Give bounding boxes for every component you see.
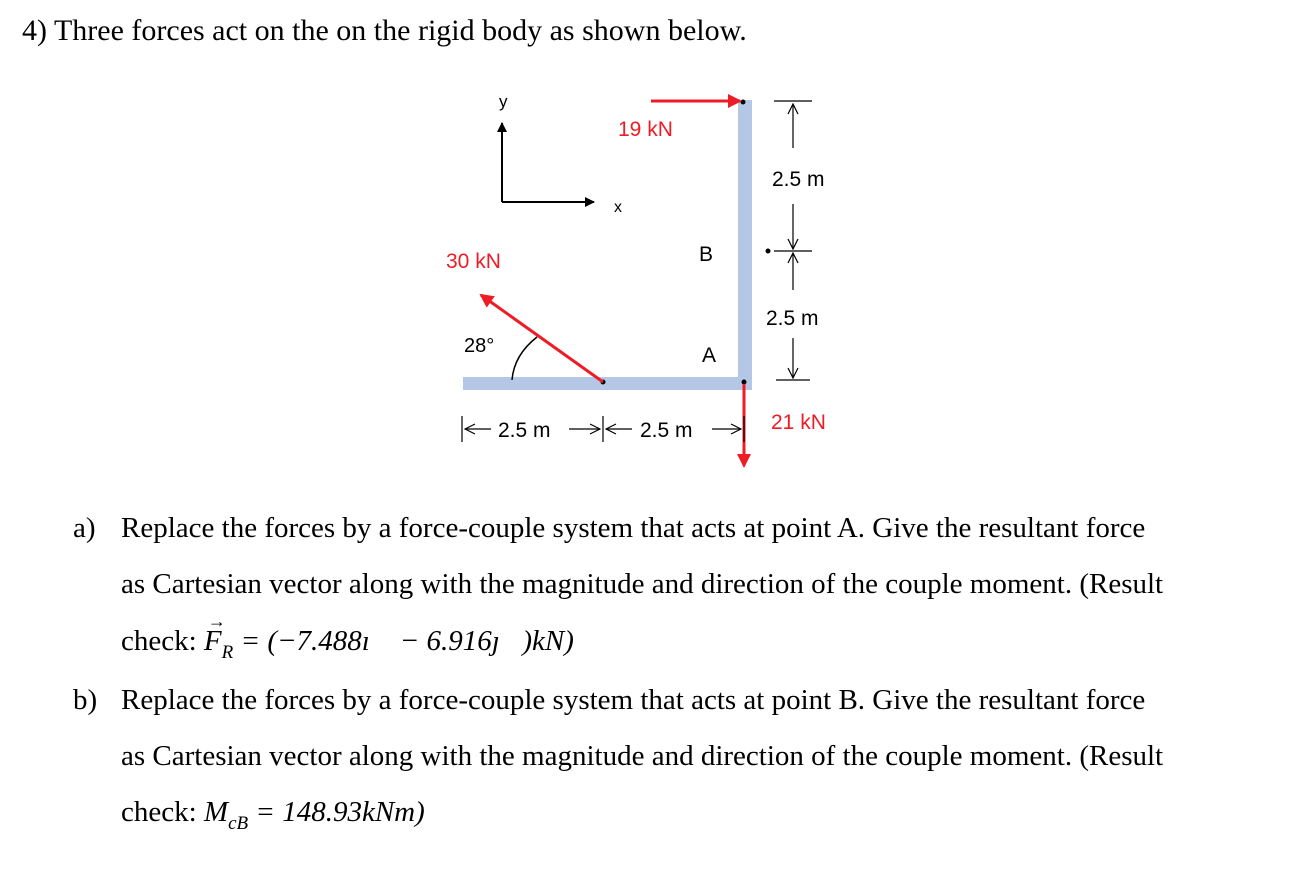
- dim-right-top: 2.5 m: [772, 168, 825, 191]
- top-point: [741, 100, 746, 105]
- point-a-label: A: [702, 344, 717, 367]
- couple-moment-symbol: M: [203, 796, 229, 828]
- question-a-label: a): [73, 512, 96, 544]
- question-a-line2: as Cartesian vector along with the magnitude and direction of the couple moment. (Result: [121, 568, 1164, 600]
- dim-bottom-left: 2.5 m: [498, 419, 551, 442]
- point-b-label: B: [699, 243, 714, 266]
- dim-right-bottom: 2.5 m: [766, 307, 819, 330]
- point-b-dot: [766, 249, 771, 254]
- force-21kN-label: 21 kN: [771, 411, 826, 434]
- x-axis-label: x: [614, 199, 622, 216]
- couple-moment-subscript: cB: [228, 813, 249, 834]
- resultant-force-symbol: → F: [203, 611, 226, 657]
- point-a-dot: [742, 380, 747, 385]
- question-b-line1: Replace the forces by a force-couple system that acts at point B. Give the resultant force: [121, 684, 1146, 716]
- force-30kN-label: 30 kN: [446, 250, 501, 273]
- y-axis-label: y: [499, 92, 508, 111]
- dim-bottom-right: 2.5 m: [640, 419, 693, 442]
- question-a-check-prefix: check:: [121, 625, 204, 657]
- question-a-line1: Replace the forces by a force-couple system that acts at point A. Give the resultant force: [121, 512, 1146, 544]
- right-dimension-lines: [774, 101, 812, 380]
- question-b-line2: as Cartesian vector along with the magnitude and direction of the couple moment. (Result: [121, 740, 1164, 772]
- problem-heading: 4) Three forces act on the on the rigid body as shown below.: [22, 14, 747, 47]
- question-a: [73, 512, 1288, 672]
- question-b: [73, 684, 1288, 844]
- question-b-label: b): [73, 684, 98, 716]
- question-b-check-value: = 148.93kNm): [248, 796, 425, 828]
- question-b-result-check: [121, 796, 425, 834]
- horizontal-beam: [463, 377, 752, 390]
- angle-label: 28°: [464, 335, 495, 357]
- force-30kN-arrow: [481, 295, 603, 382]
- resultant-force-subscript: R: [221, 642, 234, 663]
- vertical-beam: [738, 100, 752, 388]
- coordinate-axes: [499, 92, 622, 216]
- angle-arc: [512, 337, 537, 380]
- question-b-check-prefix: check:: [121, 796, 204, 828]
- question-a-result-check: [121, 611, 574, 663]
- question-a-check-value: = (−7.488ı⃗ − 6.916ȷ⃗)kN): [233, 625, 574, 657]
- force-19kN-label: 19 kN: [618, 118, 673, 141]
